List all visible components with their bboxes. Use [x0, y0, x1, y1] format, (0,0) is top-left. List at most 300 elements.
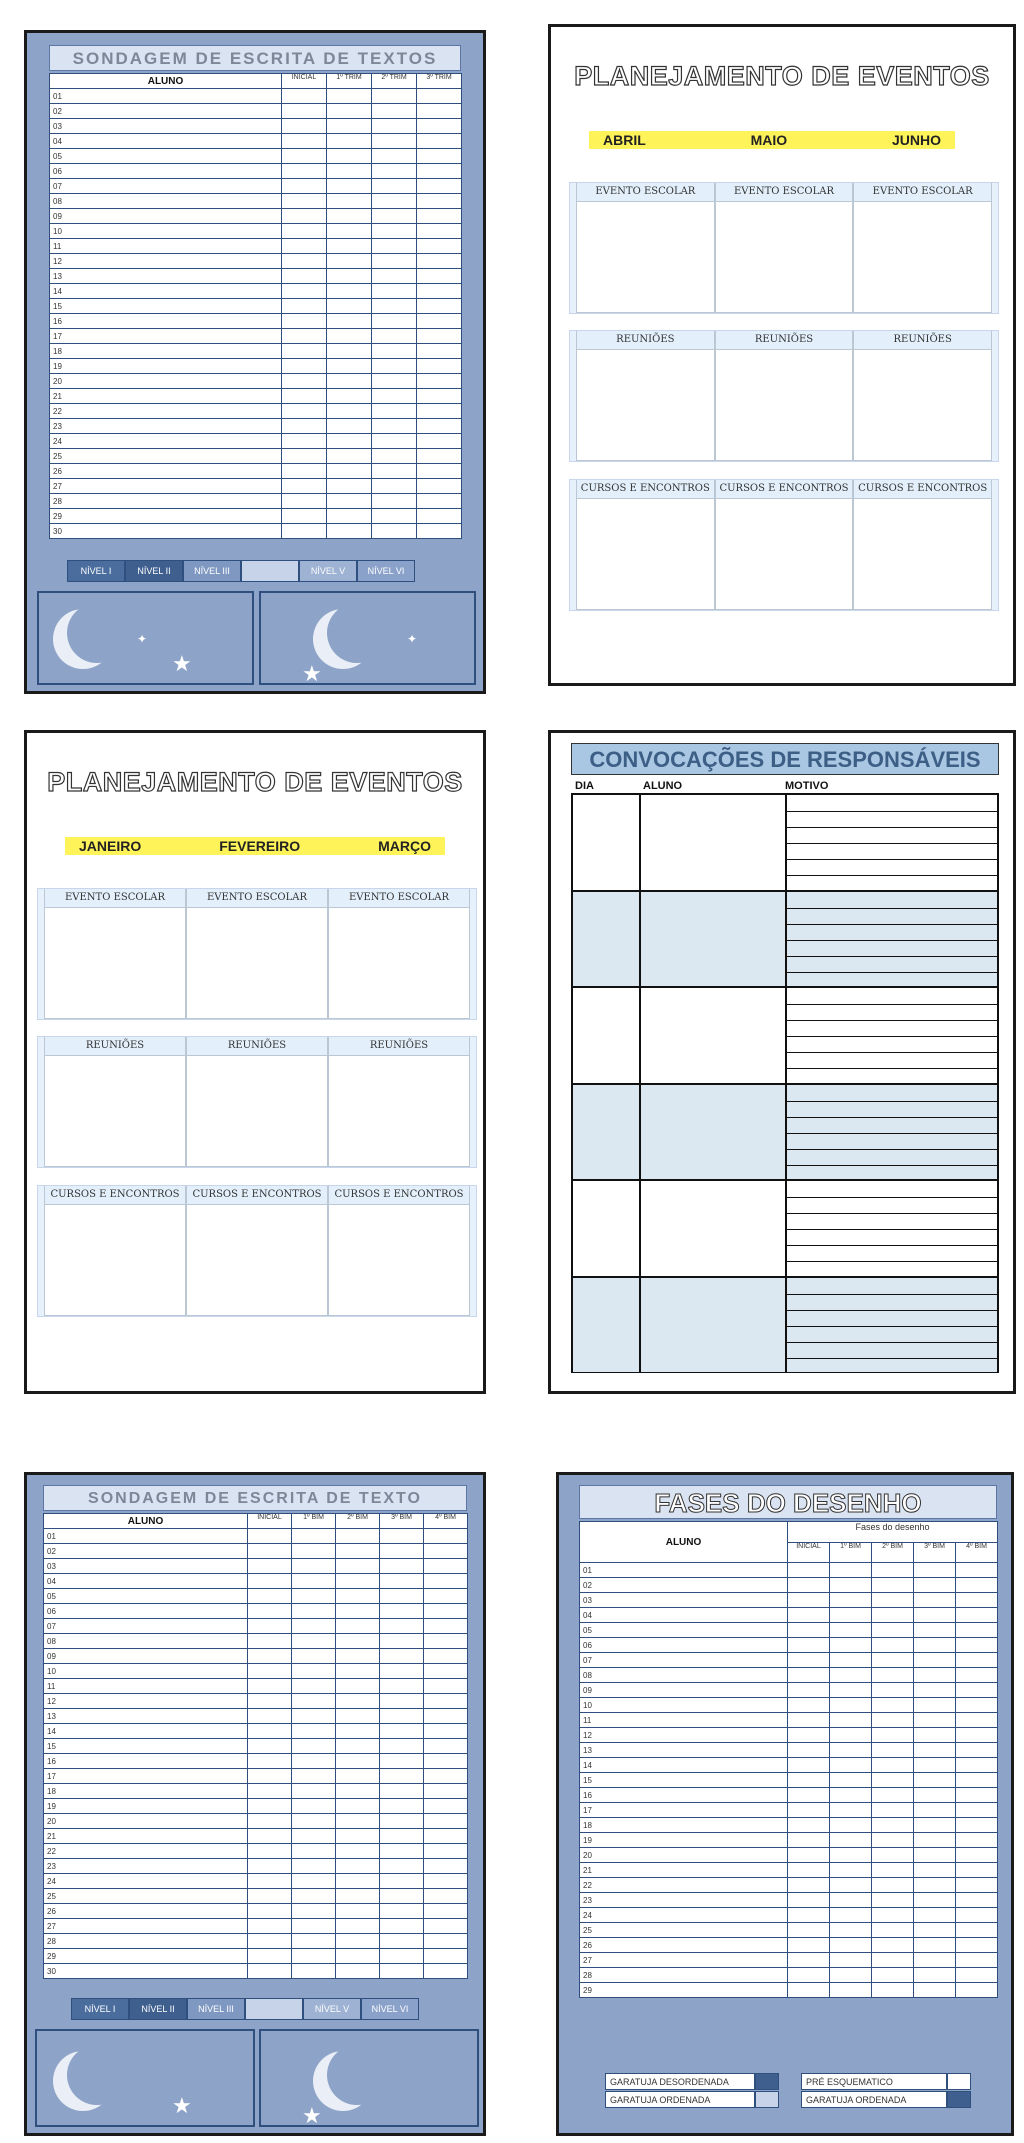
table-cell[interactable]	[872, 1908, 914, 1923]
table-cell[interactable]	[292, 1589, 336, 1604]
table-cell[interactable]	[327, 509, 372, 524]
table-cell[interactable]	[872, 1758, 914, 1773]
table-cell[interactable]	[424, 1559, 468, 1574]
table-cell[interactable]	[282, 359, 327, 374]
table-cell[interactable]	[248, 1664, 292, 1679]
level-tab[interactable]: NÍVEL V	[299, 560, 357, 582]
table-cell[interactable]	[424, 1664, 468, 1679]
motivo-cell[interactable]	[786, 1180, 998, 1277]
table-cell[interactable]	[788, 1743, 830, 1758]
table-cell[interactable]	[417, 389, 462, 404]
table-cell[interactable]	[336, 1859, 380, 1874]
table-cell[interactable]	[956, 1668, 998, 1683]
table-cell[interactable]	[372, 284, 417, 299]
table-cell[interactable]	[336, 1664, 380, 1679]
table-cell[interactable]	[417, 194, 462, 209]
table-cell[interactable]	[914, 1983, 956, 1998]
table-cell[interactable]	[380, 1724, 424, 1739]
table-cell[interactable]	[956, 1728, 998, 1743]
level-tab[interactable]: NÍVEL VI	[357, 560, 415, 582]
table-cell[interactable]	[282, 89, 327, 104]
table-cell[interactable]	[380, 1814, 424, 1829]
course-column[interactable]	[576, 480, 715, 610]
table-cell[interactable]	[424, 1589, 468, 1604]
table-cell[interactable]	[380, 1604, 424, 1619]
table-cell[interactable]	[282, 299, 327, 314]
table-cell[interactable]	[327, 134, 372, 149]
table-cell[interactable]	[336, 1964, 380, 1979]
table-cell[interactable]	[372, 479, 417, 494]
table-cell[interactable]	[282, 419, 327, 434]
table-cell[interactable]	[424, 1904, 468, 1919]
table-cell[interactable]	[424, 1724, 468, 1739]
table-cell[interactable]	[830, 1578, 872, 1593]
table-cell[interactable]	[914, 1728, 956, 1743]
table-cell[interactable]	[380, 1574, 424, 1589]
course-column[interactable]	[328, 1186, 470, 1316]
table-cell[interactable]	[372, 434, 417, 449]
level-tab[interactable]: NÍVEL I	[71, 1998, 129, 2020]
table-cell[interactable]	[327, 464, 372, 479]
table-cell[interactable]	[292, 1784, 336, 1799]
table-cell[interactable]	[830, 1563, 872, 1578]
aluno-cell[interactable]	[640, 1084, 786, 1181]
table-cell[interactable]	[336, 1694, 380, 1709]
table-cell[interactable]	[417, 284, 462, 299]
table-cell[interactable]	[292, 1619, 336, 1634]
table-cell[interactable]	[282, 479, 327, 494]
table-cell[interactable]	[914, 1638, 956, 1653]
table-cell[interactable]	[914, 1773, 956, 1788]
meeting-column[interactable]	[853, 331, 992, 461]
table-cell[interactable]	[380, 1844, 424, 1859]
table-cell[interactable]	[372, 464, 417, 479]
table-cell[interactable]	[380, 1784, 424, 1799]
table-cell[interactable]	[788, 1893, 830, 1908]
table-cell[interactable]	[788, 1578, 830, 1593]
table-cell[interactable]	[327, 479, 372, 494]
table-cell[interactable]	[372, 494, 417, 509]
table-cell[interactable]	[380, 1799, 424, 1814]
table-cell[interactable]	[872, 1653, 914, 1668]
aluno-cell[interactable]	[640, 987, 786, 1084]
table-cell[interactable]	[292, 1574, 336, 1589]
table-cell[interactable]	[914, 1818, 956, 1833]
table-cell[interactable]	[830, 1833, 872, 1848]
table-cell[interactable]	[372, 359, 417, 374]
table-cell[interactable]	[282, 344, 327, 359]
table-cell[interactable]	[336, 1769, 380, 1784]
table-cell[interactable]	[914, 1788, 956, 1803]
table-cell[interactable]	[336, 1799, 380, 1814]
table-cell[interactable]	[372, 329, 417, 344]
table-cell[interactable]	[956, 1593, 998, 1608]
level-tab[interactable]: NÍVEL II	[129, 1998, 187, 2020]
table-cell[interactable]	[292, 1964, 336, 1979]
table-cell[interactable]	[336, 1649, 380, 1664]
table-cell[interactable]	[248, 1919, 292, 1934]
table-cell[interactable]	[327, 389, 372, 404]
table-cell[interactable]	[872, 1563, 914, 1578]
table-cell[interactable]	[830, 1758, 872, 1773]
table-cell[interactable]	[830, 1893, 872, 1908]
table-cell[interactable]	[788, 1908, 830, 1923]
table-cell[interactable]	[336, 1844, 380, 1859]
table-cell[interactable]	[788, 1608, 830, 1623]
table-cell[interactable]	[830, 1743, 872, 1758]
table-cell[interactable]	[417, 299, 462, 314]
table-cell[interactable]	[292, 1904, 336, 1919]
table-cell[interactable]	[956, 1803, 998, 1818]
table-cell[interactable]	[292, 1529, 336, 1544]
aluno-cell[interactable]	[640, 794, 786, 891]
table-cell[interactable]	[872, 1593, 914, 1608]
table-cell[interactable]	[372, 134, 417, 149]
table-cell[interactable]	[248, 1709, 292, 1724]
table-cell[interactable]	[872, 1713, 914, 1728]
table-cell[interactable]	[830, 1623, 872, 1638]
table-cell[interactable]	[830, 1593, 872, 1608]
table-cell[interactable]	[956, 1773, 998, 1788]
table-cell[interactable]	[292, 1844, 336, 1859]
course-column[interactable]	[715, 480, 854, 610]
table-cell[interactable]	[830, 1713, 872, 1728]
table-cell[interactable]	[327, 449, 372, 464]
table-cell[interactable]	[417, 449, 462, 464]
table-cell[interactable]	[872, 1848, 914, 1863]
table-cell[interactable]	[914, 1938, 956, 1953]
table-cell[interactable]	[956, 1713, 998, 1728]
table-cell[interactable]	[956, 1938, 998, 1953]
table-cell[interactable]	[380, 1739, 424, 1754]
table-cell[interactable]	[956, 1983, 998, 1998]
table-cell[interactable]	[292, 1919, 336, 1934]
table-cell[interactable]	[380, 1709, 424, 1724]
dia-cell[interactable]	[572, 987, 640, 1084]
table-cell[interactable]	[327, 524, 372, 539]
table-cell[interactable]	[372, 524, 417, 539]
aluno-cell[interactable]	[640, 1180, 786, 1277]
table-cell[interactable]	[424, 1814, 468, 1829]
table-cell[interactable]	[417, 509, 462, 524]
table-cell[interactable]	[372, 209, 417, 224]
table-cell[interactable]	[872, 1818, 914, 1833]
table-cell[interactable]	[336, 1904, 380, 1919]
table-cell[interactable]	[424, 1889, 468, 1904]
table-cell[interactable]	[914, 1893, 956, 1908]
table-cell[interactable]	[327, 119, 372, 134]
table-cell[interactable]	[327, 269, 372, 284]
table-cell[interactable]	[327, 419, 372, 434]
table-cell[interactable]	[956, 1788, 998, 1803]
table-cell[interactable]	[380, 1544, 424, 1559]
table-cell[interactable]	[292, 1754, 336, 1769]
table-cell[interactable]	[282, 494, 327, 509]
table-cell[interactable]	[956, 1968, 998, 1983]
table-cell[interactable]	[872, 1638, 914, 1653]
table-cell[interactable]	[336, 1784, 380, 1799]
table-cell[interactable]	[956, 1698, 998, 1713]
table-cell[interactable]	[424, 1859, 468, 1874]
table-cell[interactable]	[424, 1799, 468, 1814]
table-cell[interactable]	[914, 1848, 956, 1863]
table-cell[interactable]	[956, 1623, 998, 1638]
table-cell[interactable]	[380, 1634, 424, 1649]
meeting-column[interactable]	[576, 331, 715, 461]
table-cell[interactable]	[956, 1578, 998, 1593]
table-cell[interactable]	[424, 1919, 468, 1934]
table-cell[interactable]	[248, 1799, 292, 1814]
table-cell[interactable]	[417, 479, 462, 494]
table-cell[interactable]	[327, 314, 372, 329]
table-cell[interactable]	[417, 419, 462, 434]
table-cell[interactable]	[788, 1938, 830, 1953]
table-cell[interactable]	[248, 1949, 292, 1964]
table-cell[interactable]	[292, 1769, 336, 1784]
table-cell[interactable]	[956, 1818, 998, 1833]
table-cell[interactable]	[788, 1803, 830, 1818]
table-cell[interactable]	[327, 434, 372, 449]
table-cell[interactable]	[872, 1833, 914, 1848]
table-cell[interactable]	[248, 1724, 292, 1739]
table-cell[interactable]	[336, 1574, 380, 1589]
table-cell[interactable]	[424, 1544, 468, 1559]
table-cell[interactable]	[956, 1863, 998, 1878]
table-cell[interactable]	[872, 1668, 914, 1683]
table-cell[interactable]	[424, 1829, 468, 1844]
table-cell[interactable]	[292, 1799, 336, 1814]
meeting-column[interactable]	[715, 331, 854, 461]
table-cell[interactable]	[248, 1739, 292, 1754]
table-cell[interactable]	[292, 1634, 336, 1649]
table-cell[interactable]	[248, 1544, 292, 1559]
table-cell[interactable]	[282, 149, 327, 164]
table-cell[interactable]	[424, 1694, 468, 1709]
course-column[interactable]	[44, 1186, 186, 1316]
table-cell[interactable]	[327, 494, 372, 509]
table-cell[interactable]	[336, 1919, 380, 1934]
table-cell[interactable]	[830, 1878, 872, 1893]
table-cell[interactable]	[372, 224, 417, 239]
table-cell[interactable]	[424, 1754, 468, 1769]
table-cell[interactable]	[327, 359, 372, 374]
table-cell[interactable]	[292, 1829, 336, 1844]
table-cell[interactable]	[380, 1904, 424, 1919]
event-column[interactable]	[44, 889, 186, 1019]
table-cell[interactable]	[248, 1649, 292, 1664]
level-tab[interactable]: NÍVEL I	[67, 560, 125, 582]
table-cell[interactable]	[914, 1968, 956, 1983]
table-cell[interactable]	[327, 329, 372, 344]
table-cell[interactable]	[830, 1848, 872, 1863]
table-cell[interactable]	[336, 1619, 380, 1634]
table-cell[interactable]	[914, 1863, 956, 1878]
table-cell[interactable]	[788, 1833, 830, 1848]
table-cell[interactable]	[788, 1638, 830, 1653]
dia-cell[interactable]	[572, 1277, 640, 1374]
table-cell[interactable]	[788, 1953, 830, 1968]
table-cell[interactable]	[282, 164, 327, 179]
level-tab[interactable]: NÍVEL IV	[241, 560, 299, 582]
dia-cell[interactable]	[572, 794, 640, 891]
table-cell[interactable]	[248, 1574, 292, 1589]
meeting-column[interactable]	[328, 1037, 470, 1167]
table-cell[interactable]	[872, 1623, 914, 1638]
table-cell[interactable]	[872, 1923, 914, 1938]
table-cell[interactable]	[248, 1559, 292, 1574]
table-cell[interactable]	[417, 119, 462, 134]
table-cell[interactable]	[282, 179, 327, 194]
table-cell[interactable]	[380, 1859, 424, 1874]
table-cell[interactable]	[248, 1874, 292, 1889]
table-cell[interactable]	[380, 1934, 424, 1949]
table-cell[interactable]	[830, 1968, 872, 1983]
table-cell[interactable]	[872, 1983, 914, 1998]
table-cell[interactable]	[282, 194, 327, 209]
meeting-column[interactable]	[186, 1037, 328, 1167]
table-cell[interactable]	[424, 1679, 468, 1694]
table-cell[interactable]	[914, 1623, 956, 1638]
table-cell[interactable]	[830, 1773, 872, 1788]
table-cell[interactable]	[372, 149, 417, 164]
table-cell[interactable]	[282, 329, 327, 344]
table-cell[interactable]	[788, 1563, 830, 1578]
table-cell[interactable]	[336, 1604, 380, 1619]
table-cell[interactable]	[380, 1889, 424, 1904]
table-cell[interactable]	[282, 254, 327, 269]
table-cell[interactable]	[336, 1709, 380, 1724]
table-cell[interactable]	[424, 1784, 468, 1799]
table-cell[interactable]	[424, 1604, 468, 1619]
table-cell[interactable]	[830, 1608, 872, 1623]
table-cell[interactable]	[327, 284, 372, 299]
table-cell[interactable]	[788, 1698, 830, 1713]
table-cell[interactable]	[956, 1683, 998, 1698]
table-cell[interactable]	[872, 1863, 914, 1878]
motivo-cell[interactable]	[786, 891, 998, 988]
table-cell[interactable]	[336, 1679, 380, 1694]
table-cell[interactable]	[327, 209, 372, 224]
table-cell[interactable]	[327, 299, 372, 314]
table-cell[interactable]	[872, 1728, 914, 1743]
table-cell[interactable]	[282, 509, 327, 524]
table-cell[interactable]	[282, 374, 327, 389]
table-cell[interactable]	[372, 164, 417, 179]
motivo-cell[interactable]	[786, 1084, 998, 1181]
table-cell[interactable]	[292, 1559, 336, 1574]
table-cell[interactable]	[788, 1728, 830, 1743]
course-column[interactable]	[186, 1186, 328, 1316]
table-cell[interactable]	[956, 1563, 998, 1578]
table-cell[interactable]	[788, 1818, 830, 1833]
table-cell[interactable]	[248, 1829, 292, 1844]
table-cell[interactable]	[372, 239, 417, 254]
table-cell[interactable]	[292, 1859, 336, 1874]
table-cell[interactable]	[292, 1739, 336, 1754]
table-cell[interactable]	[956, 1878, 998, 1893]
table-cell[interactable]	[872, 1578, 914, 1593]
table-cell[interactable]	[956, 1758, 998, 1773]
table-cell[interactable]	[336, 1724, 380, 1739]
table-cell[interactable]	[788, 1863, 830, 1878]
table-cell[interactable]	[380, 1919, 424, 1934]
table-cell[interactable]	[282, 434, 327, 449]
table-cell[interactable]	[830, 1923, 872, 1938]
table-cell[interactable]	[417, 164, 462, 179]
table-cell[interactable]	[292, 1874, 336, 1889]
table-cell[interactable]	[248, 1529, 292, 1544]
meeting-column[interactable]	[44, 1037, 186, 1167]
table-cell[interactable]	[336, 1754, 380, 1769]
table-cell[interactable]	[380, 1619, 424, 1634]
table-cell[interactable]	[372, 89, 417, 104]
table-cell[interactable]	[292, 1814, 336, 1829]
table-cell[interactable]	[872, 1788, 914, 1803]
table-cell[interactable]	[956, 1653, 998, 1668]
event-column[interactable]	[715, 183, 854, 313]
table-cell[interactable]	[914, 1953, 956, 1968]
table-cell[interactable]	[424, 1619, 468, 1634]
table-cell[interactable]	[914, 1563, 956, 1578]
table-cell[interactable]	[788, 1968, 830, 1983]
table-cell[interactable]	[248, 1904, 292, 1919]
table-cell[interactable]	[872, 1938, 914, 1953]
table-cell[interactable]	[380, 1559, 424, 1574]
table-cell[interactable]	[248, 1634, 292, 1649]
table-cell[interactable]	[380, 1649, 424, 1664]
table-cell[interactable]	[830, 1683, 872, 1698]
table-cell[interactable]	[914, 1578, 956, 1593]
table-cell[interactable]	[282, 209, 327, 224]
notes-box[interactable]	[37, 591, 254, 685]
table-cell[interactable]	[282, 524, 327, 539]
table-cell[interactable]	[372, 299, 417, 314]
aluno-cell[interactable]	[640, 1277, 786, 1374]
table-cell[interactable]	[914, 1908, 956, 1923]
table-cell[interactable]	[380, 1829, 424, 1844]
table-cell[interactable]	[788, 1983, 830, 1998]
table-cell[interactable]	[372, 419, 417, 434]
table-cell[interactable]	[872, 1803, 914, 1818]
table-cell[interactable]	[282, 239, 327, 254]
table-cell[interactable]	[788, 1848, 830, 1863]
table-cell[interactable]	[380, 1679, 424, 1694]
table-cell[interactable]	[292, 1664, 336, 1679]
table-cell[interactable]	[282, 269, 327, 284]
table-cell[interactable]	[417, 344, 462, 359]
table-cell[interactable]	[956, 1848, 998, 1863]
table-cell[interactable]	[336, 1949, 380, 1964]
table-cell[interactable]	[417, 329, 462, 344]
notes-box[interactable]	[35, 2029, 255, 2127]
table-cell[interactable]	[282, 224, 327, 239]
table-cell[interactable]	[914, 1698, 956, 1713]
table-cell[interactable]	[830, 1638, 872, 1653]
table-cell[interactable]	[372, 269, 417, 284]
course-column[interactable]	[853, 480, 992, 610]
table-cell[interactable]	[327, 374, 372, 389]
table-cell[interactable]	[417, 359, 462, 374]
event-column[interactable]	[576, 183, 715, 313]
table-cell[interactable]	[830, 1668, 872, 1683]
table-cell[interactable]	[282, 404, 327, 419]
table-cell[interactable]	[914, 1668, 956, 1683]
table-cell[interactable]	[914, 1608, 956, 1623]
table-cell[interactable]	[424, 1739, 468, 1754]
table-cell[interactable]	[282, 449, 327, 464]
table-cell[interactable]	[417, 104, 462, 119]
table-cell[interactable]	[914, 1833, 956, 1848]
